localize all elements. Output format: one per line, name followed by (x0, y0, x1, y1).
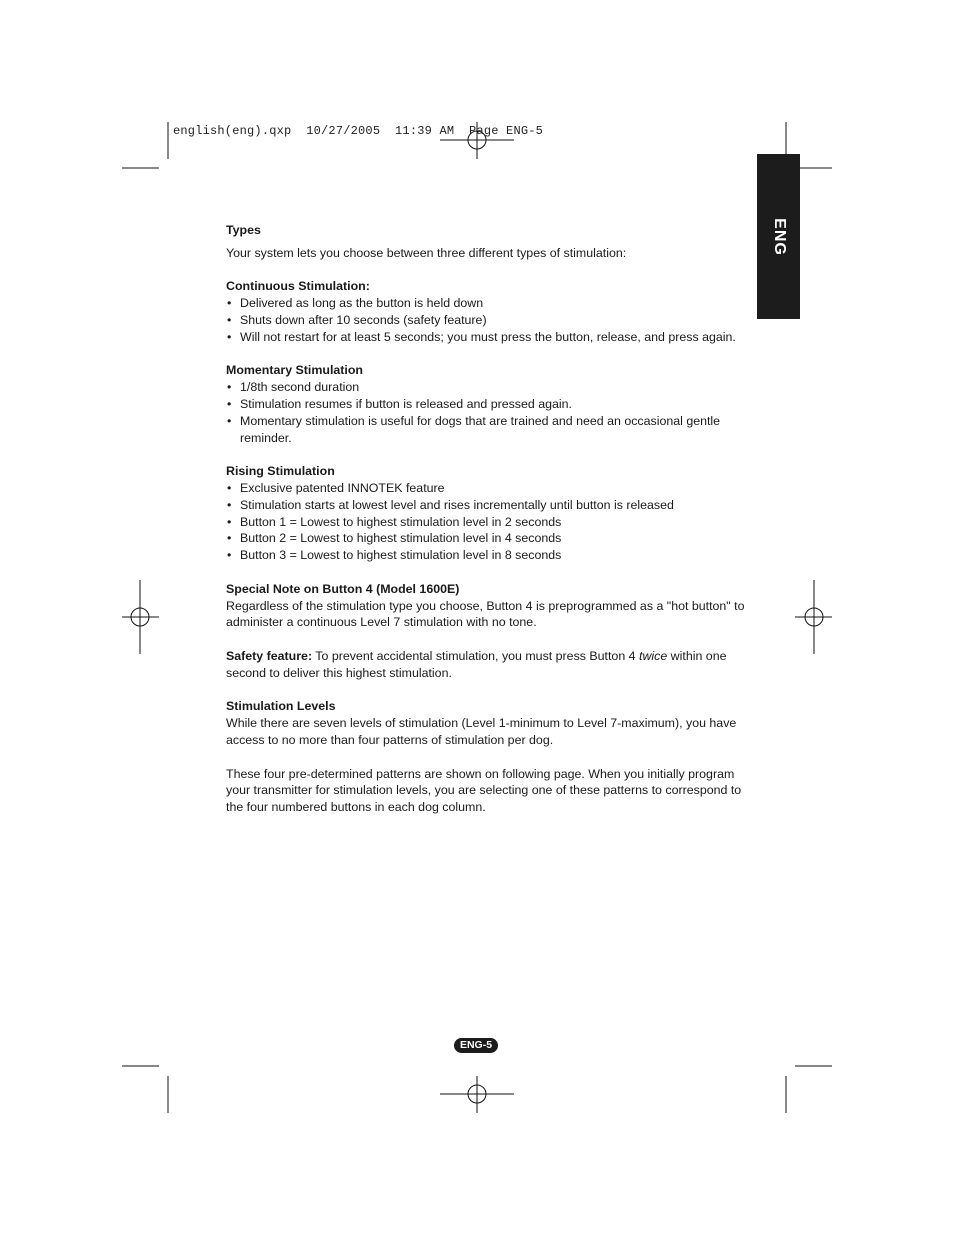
registration-mark-left (122, 580, 159, 654)
safety-emphasis: twice (639, 648, 668, 663)
rising-heading: Rising Stimulation (226, 464, 335, 479)
continuous-list (226, 295, 746, 345)
safety-feature-paragraph (226, 648, 746, 682)
special-note-heading: Special Note on Button 4 (Model 1600E) (226, 581, 460, 596)
list-item: • 1/8th second duration (226, 379, 746, 396)
levels-text-1: While there are seven levels of stimulation (Level 1-minimum to Level 7-maximum), you have access to no more than four patterns of stimulation per dog. (226, 716, 737, 747)
main-content (226, 222, 746, 816)
list-item: • Stimulation resumes if button is released and pressed again. (226, 396, 746, 413)
list-item: • Button 3 = Lowest to highest stimulation level in 8 seconds (226, 547, 746, 564)
language-side-tab-label: ENG (770, 217, 788, 256)
list-item: • Button 1 = Lowest to highest stimulation level in 2 seconds (226, 514, 746, 531)
levels-heading: Stimulation Levels (226, 699, 336, 714)
momentary-heading: Momentary Stimulation (226, 363, 363, 378)
special-note-text: Regardless of the stimulation type you choose, Button 4 is preprogrammed as a "hot button" to administer a continuous Level 7 stimulation with no tone. (226, 598, 745, 630)
list-item: • Will not restart for at least 5 seconds; you must press the button, release, and press again. (226, 329, 746, 346)
levels-text-2: These four pre-determined patterns are shown on following page. When you initially program your transmitter for stimulation levels, you are selecting one of these patterns to correspond to the four numbered buttons in each dog column. (226, 766, 742, 815)
registration-mark-bottom (440, 1076, 514, 1113)
safety-text-after: within one second to deliver this highest stimulation. (226, 648, 727, 680)
list-item: • Delivered as long as the button is held down (226, 295, 746, 312)
continuous-heading: Continuous Stimulation: (226, 279, 370, 294)
language-side-tab (757, 154, 800, 319)
types-heading: Types (226, 223, 261, 237)
momentary-list (226, 379, 746, 446)
print-slug-line: english(eng).qxp 10/27/2005 11:39 AM Page ENG-5 (173, 124, 544, 138)
page-number-badge: ENG-5 (454, 1038, 498, 1053)
types-text: Your system lets you choose between three different types of stimulation: (226, 245, 627, 260)
list-item: • Button 2 = Lowest to highest stimulation level in 4 seconds (226, 530, 746, 547)
registration-mark-right (795, 580, 832, 654)
safety-feature-label: Safety feature: (226, 648, 313, 663)
list-item: • Momentary stimulation is useful for dogs that are trained and need an occasional gentle reminder. (226, 413, 746, 447)
rising-list (226, 480, 746, 564)
list-item: • Exclusive patented INNOTEK feature (226, 480, 746, 497)
list-item: • Shuts down after 10 seconds (safety feature) (226, 312, 746, 329)
list-item: • Stimulation starts at lowest level and rises incrementally until button is released (226, 497, 746, 514)
safety-text-before: To prevent accidental stimulation, you must press Button 4 (312, 648, 639, 663)
